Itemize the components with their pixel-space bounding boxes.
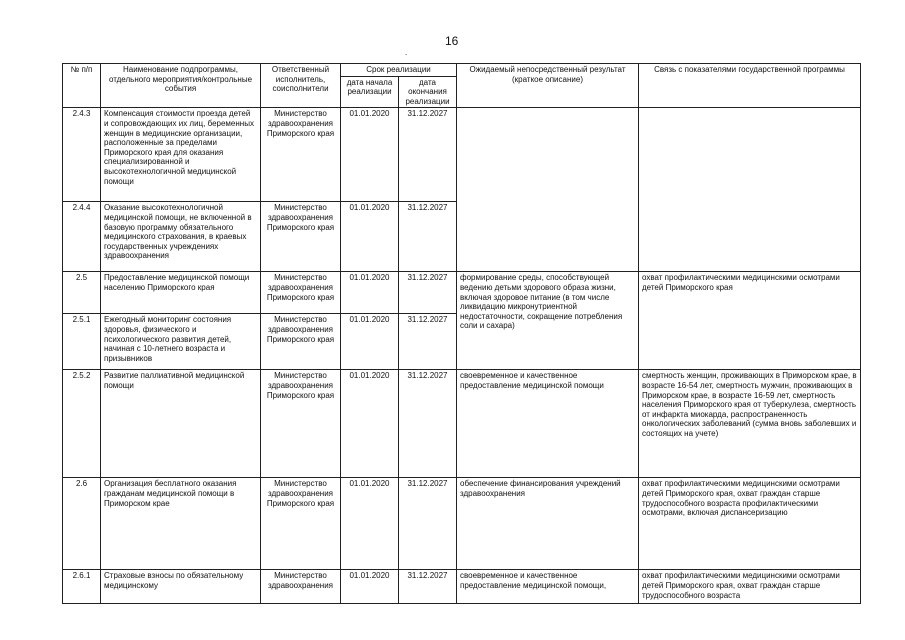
row-number: 2.6: [63, 478, 101, 570]
header-result: Ожидаемый непосредственный результат (краткое описание): [457, 64, 639, 108]
row-name: Оказание высокотехнологичной медицинской помощи, не включенной в базовую программу обязательного медицинского страхования, в краевых государственных учреждениях здравоохранения: [101, 202, 261, 272]
table-row: [63, 570, 861, 604]
table-row: [63, 272, 861, 314]
row-end: 31.12.2027: [399, 570, 457, 604]
row-name: Развитие паллиативной медицинской помощи: [101, 370, 261, 478]
row-link: охват профилактическими медицинскими осмотрами детей Приморского края: [639, 272, 861, 370]
stray-dot: .: [405, 48, 408, 57]
row-responsible: Министерство здравоохранения Приморского края: [261, 108, 341, 202]
header-link: Связь с показателями государственной программы: [639, 64, 861, 108]
row-end: 31.12.2027: [399, 202, 457, 272]
header-start: дата начала реализации: [341, 76, 399, 108]
row-end: 31.12.2027: [399, 108, 457, 202]
row-start: 01.01.2020: [341, 478, 399, 570]
row-link: смертность женщин, проживающих в Приморском крае, в возрасте 16-54 лет, смертность мужчин, проживающих в Приморском крае, в возрасте 16-59 лет, смертность населения Приморского края от туберкулеза, смертность от инфаркта миокарда, распространенность онкологических заболеваний (сумма вновь заболевших и состоящих на учете): [639, 370, 861, 478]
header-end: дата окончания реализации: [399, 76, 457, 108]
row-start: 01.01.2020: [341, 370, 399, 478]
row-start: 01.01.2020: [341, 570, 399, 604]
table-row: [63, 478, 861, 570]
table-row: [63, 370, 861, 478]
row-result: своевременное и качественное предоставление медицинской помощи: [457, 370, 639, 478]
row-end: 31.12.2027: [399, 314, 457, 370]
row-responsible: Министерство здравоохранения Приморского края: [261, 370, 341, 478]
row-responsible: Министерство здравоохранения: [261, 570, 341, 604]
row-start: 01.01.2020: [341, 314, 399, 370]
header-period: Срок реализации: [341, 64, 457, 77]
measures-table: [62, 63, 861, 604]
header-name: Наименование подпрограммы, отдельного мероприятия/контрольные события: [101, 64, 261, 108]
row-responsible: Министерство здравоохранения Приморского края: [261, 478, 341, 570]
row-name: Организация бесплатного оказания гражданам медицинской помощи в Приморском крае: [101, 478, 261, 570]
row-responsible: Министерство здравоохранения Приморского края: [261, 202, 341, 272]
row-result: своевременное и качественное предоставление медицинской помощи,: [457, 570, 639, 604]
row-number: 2.4.4: [63, 202, 101, 272]
row-link: [639, 108, 861, 272]
row-result: [457, 108, 639, 272]
row-name: Предоставление медицинской помощи населению Приморского края: [101, 272, 261, 314]
row-start: 01.01.2020: [341, 272, 399, 314]
header-no: № п/п: [63, 64, 101, 108]
row-responsible: Министерство здравоохранения Приморского края: [261, 272, 341, 314]
row-result: обеспечение финансирования учреждений здравоохранения: [457, 478, 639, 570]
row-number: 2.5.1: [63, 314, 101, 370]
row-link: охват профилактическими медицинскими осмотрами детей Приморского края, охват граждан старше трудоспособного возраста: [639, 570, 861, 604]
header-responsible: Ответственный исполнитель, соисполнители: [261, 64, 341, 108]
table-row: [63, 108, 861, 202]
row-number: 2.6.1: [63, 570, 101, 604]
row-name: Компенсация стоимости проезда детей и сопровождающих их лиц, беременных женщин в медицинские организации, расположенные за пределами Приморского края для оказания специализированной и высокотехнологичной медицинской помощи: [101, 108, 261, 202]
row-name: Страховые взносы по обязательному медицинскому: [101, 570, 261, 604]
row-end: 31.12.2027: [399, 478, 457, 570]
row-start: 01.01.2020: [341, 202, 399, 272]
row-link: охват профилактическими медицинскими осмотрами детей Приморского края, охват граждан старше трудоспособного возраста профилактическими осмотрами, включая диспансеризацию: [639, 478, 861, 570]
row-start: 01.01.2020: [341, 108, 399, 202]
row-end: 31.12.2027: [399, 272, 457, 314]
row-number: 2.5.2: [63, 370, 101, 478]
row-end: 31.12.2027: [399, 370, 457, 478]
row-responsible: Министерство здравоохранения Приморского края: [261, 314, 341, 370]
row-result: формирование среды, способствующей ведению детьми здорового образа жизни, включая здоровое питание (в том числе ликвидацию микронутриентной недостаточности, сокращение потребления соли и сахара): [457, 272, 639, 370]
row-number: 2.4.3: [63, 108, 101, 202]
row-number: 2.5: [63, 272, 101, 314]
page-number: 16: [445, 34, 459, 48]
row-name: Ежегодный мониторинг состояния здоровья, физического и психологического развития детей, начиная с 10-летнего возраста и призывников: [101, 314, 261, 370]
